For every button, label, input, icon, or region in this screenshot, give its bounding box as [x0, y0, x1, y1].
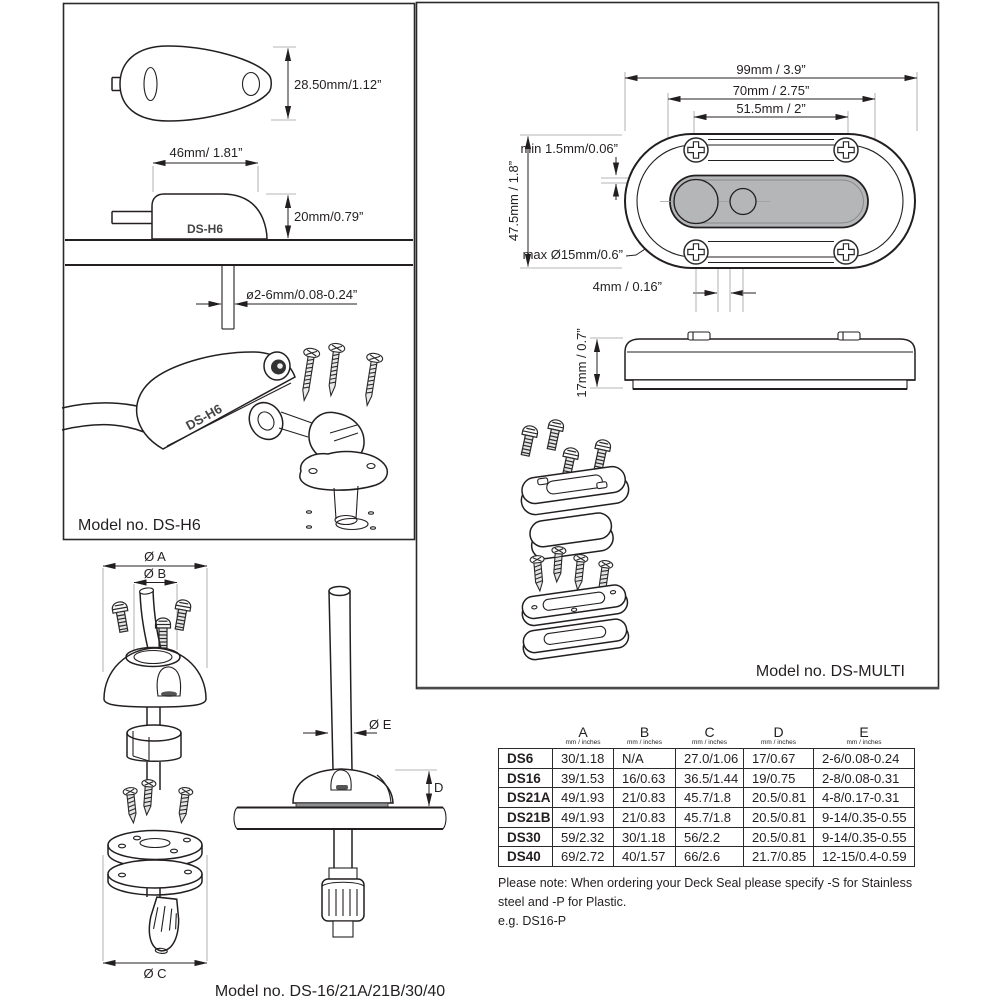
dim-ds-multi-max-cable: max Ø15mm/0.6”: [522, 247, 623, 262]
spec-cell: 40/1.57: [614, 847, 676, 867]
col-unit: mm / inches: [846, 739, 882, 746]
model-cell: DS30: [499, 827, 553, 847]
flange-gasket-lower: [108, 860, 202, 895]
col-letter-d: D: [773, 724, 784, 740]
phillips-screw: [834, 138, 858, 162]
col-unit: mm / inches: [691, 739, 728, 746]
spec-cell: 2-6/0.08-0.24: [814, 749, 915, 769]
spec-cell: 66/2.6: [676, 847, 744, 867]
table-row: [499, 808, 915, 828]
cable-hole-small: [730, 189, 756, 215]
panel-ds-h6: [62, 4, 415, 540]
spec-cell: 20.5/0.81: [744, 788, 814, 808]
spec-cell: 36.5/1.44: [676, 768, 744, 788]
spec-header-e: [814, 726, 915, 749]
col-letter-b: B: [639, 724, 650, 740]
dim-ds-h6-width: 46mm/ 1.81”: [169, 145, 243, 160]
spec-table-section: [498, 726, 916, 931]
spec-cell: 17/0.67: [744, 749, 814, 769]
dim-ds-multi-min-deck: min 1.5mm/0.06”: [520, 141, 618, 156]
spec-cell: 21/0.83: [614, 788, 676, 808]
screw: [172, 599, 192, 631]
spec-cell: 20.5/0.81: [744, 808, 814, 828]
col-letter-c: C: [704, 724, 715, 740]
panel-ds-series: [103, 549, 446, 1000]
spec-cell: 9-14/0.35-0.55: [814, 808, 915, 828]
ds-h6-side-product-label: DS-H6: [186, 222, 224, 236]
model-cell: DS6: [499, 749, 553, 769]
col-unit: mm / inches: [626, 739, 663, 746]
latch-tab: [688, 332, 710, 340]
dim-ds-series-a: Ø A: [144, 549, 166, 564]
panel-ds-multi: [417, 3, 940, 689]
spec-cell: 69/2.72: [553, 847, 614, 867]
dim-ds-h6-height-top: 28.50mm/1.12”: [294, 77, 382, 92]
ds-series-exploded-view: [103, 549, 207, 981]
spec-cell: 19/0.75: [744, 768, 814, 788]
model-cell: DS40: [499, 847, 553, 867]
split-bushing: [127, 725, 181, 761]
spec-cell: 4-8/0.17-0.31: [814, 788, 915, 808]
dome-cap: [104, 648, 206, 707]
swivel-base-plate: [300, 452, 388, 491]
dim-ds-series-e: Ø E: [369, 717, 392, 732]
spec-cell: 21.7/0.85: [744, 847, 814, 867]
screw: [174, 787, 193, 824]
spec-cell: 45.7/1.8: [676, 808, 744, 828]
phillips-screw: [834, 240, 858, 264]
spec-table-header-row: [499, 726, 915, 749]
dim-ds-multi-slot-length: 51.5mm / 2”: [736, 101, 806, 116]
spec-cell: 30/1.18: [553, 749, 614, 769]
dim-ds-multi-overall-height: 47.5mm / 1.8”: [506, 160, 521, 242]
mast-tube: [350, 591, 352, 770]
col-unit: mm / inches: [565, 739, 601, 746]
latch-tab: [838, 332, 860, 340]
spec-cell: 59/2.32: [553, 827, 614, 847]
dim-ds-h6-height-side: 20mm/0.79”: [294, 209, 364, 224]
spec-cell: 49/1.93: [553, 808, 614, 828]
dim-ds-series-d: D: [434, 780, 444, 795]
spec-cell: N/A: [614, 749, 676, 769]
screw: [111, 601, 131, 633]
model-cell: DS16: [499, 768, 553, 788]
dim-ds-series-b: Ø B: [143, 566, 167, 581]
table-row: [499, 827, 915, 847]
ds-h6-3d-product-label: DS-H6: [183, 401, 225, 434]
ds-multi-top-view: [625, 134, 915, 268]
dim-ds-multi-hole-gap: 4mm / 0.16”: [592, 279, 662, 294]
dim-ds-multi-overall-width: 99mm / 3.9”: [736, 62, 806, 77]
table-row: [499, 768, 915, 788]
spec-cell: 45.7/1.8: [676, 788, 744, 808]
ordering-note-line2: e.g. DS16-P: [498, 914, 567, 929]
cable-connector: [147, 897, 181, 955]
ordering-note-line1: Please note: When ordering your Deck Seal please specify -S for Stainless steel and -P for Plastic.: [498, 876, 913, 910]
spec-header-d: [744, 726, 814, 749]
dim-ds-series-c: Ø C: [143, 966, 167, 981]
spec-cell: 30/1.18: [614, 827, 676, 847]
phillips-screw: [684, 138, 708, 162]
spec-cell: 49/1.93: [553, 788, 614, 808]
dim-ds-h6-hole: ø2-6mm/0.08-0.24”: [246, 287, 358, 302]
ds-h6-model-label: Model no. DS-H6: [78, 517, 201, 534]
ds-series-model-label: Model no. DS-16/21A/21B/30/40: [214, 983, 446, 1000]
table-row: [499, 749, 915, 769]
spec-cell: 16/0.63: [614, 768, 676, 788]
spec-table: [498, 726, 915, 867]
spec-cell: 12-15/0.4-0.59: [814, 847, 915, 867]
spec-cell: 9-14/0.35-0.55: [814, 827, 915, 847]
table-row: [499, 847, 915, 867]
spec-cell: 21/0.83: [614, 808, 676, 828]
spec-cell: 27.0/1.06: [676, 749, 744, 769]
phillips-screw: [684, 240, 708, 264]
gland-nut: [322, 868, 364, 937]
screw: [123, 787, 141, 824]
ds-multi-side-outline: [625, 339, 915, 380]
dim-ds-multi-profile-height: 17mm / 0.7”: [574, 328, 589, 398]
ordering-note: [498, 874, 916, 931]
spec-cell: 20.5/0.81: [744, 827, 814, 847]
model-cell: DS21B: [499, 808, 553, 828]
spec-header-c: [676, 726, 744, 749]
spec-cell: 2-8/0.08-0.31: [814, 768, 915, 788]
cable-hole-large: [674, 180, 718, 224]
model-cell: DS21A: [499, 788, 553, 808]
spec-header-a: [553, 726, 614, 749]
ds-multi-model-label: Model no. DS-MULTI: [755, 663, 905, 680]
dim-ds-multi-screw-spacing: 70mm / 2.75”: [732, 83, 810, 98]
screw: [140, 779, 156, 815]
ds-series-installed-view: [234, 587, 446, 938]
spec-cell: 56/2.2: [676, 827, 744, 847]
table-row: [499, 788, 915, 808]
spec-cell: 39/1.53: [553, 768, 614, 788]
col-letter-e: E: [859, 724, 869, 740]
col-letter-a: A: [578, 724, 588, 740]
spec-header-b: [614, 726, 676, 749]
col-unit: mm / inches: [760, 739, 797, 746]
spec-header-empty: [499, 726, 553, 749]
